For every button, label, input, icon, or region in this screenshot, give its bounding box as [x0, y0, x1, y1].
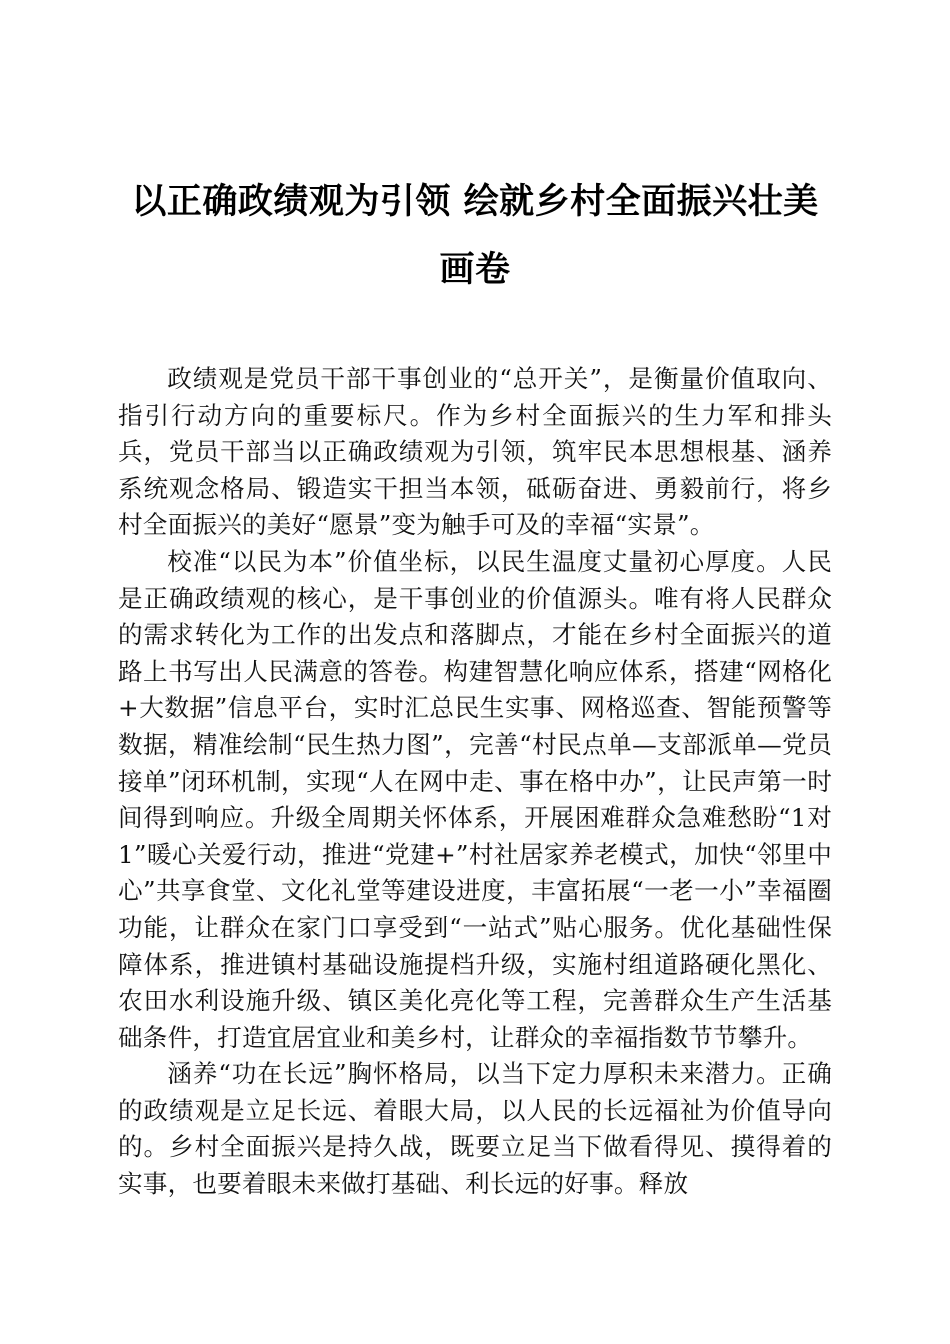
- document-title: 以正确政绩观为引领 绘就乡村全面振兴壮美画卷: [131, 181, 819, 290]
- paragraph-2: 校准“以民为本”价值坐标，以民生温度丈量初心厚度。人民是正确政绩观的核心，是干事创业的价值源头。唯有将人民群众的需求转化为工作的出发点和落脚点，才能在乡村全面振兴的道路上书写出人民满意的答卷。构建智慧化响应体系，搭建“网格化+大数据”信息平台，实时汇总民生实事、网格巡查、智能预警等数据，精准绘制“民生热力图”，完善“村民点单—支部派单—党员接单”闭环机制，实现“人在网中走、事在格中办”，让民声第一时间得到响应。升级全周期关怀体系，开展困难群众急难愁盼“1对1”暖心关爱行动，推进“党建+”村社居家养老模式，加快“邻里中心”共享食堂、文化礼堂等建设进度，丰富拓展“一老一小”幸福圈功能，让群众在家门口享受到“一站式”贴心服务。优化基础性保障体系，推进镇村基础设施提档升级，实施村组道路硬化黑化、农田水利设施升级、镇区美化亮化等工程，完善群众生产生活基础条件，打造宜居宜业和美乡村，让群众的幸福指数节节攀升。: [118, 546, 832, 1052]
- paragraph-1: 政绩观是党员干部干事创业的“总开关”，是衡量价值取向、指引行动方向的重要标尺。作为乡村全面振兴的生力军和排头兵，党员干部当以正确政绩观为引领，筑牢民本思想根基、涵养系统观念格局、锻造实干担当本领，砥砺奋进、勇毅前行，将乡村全面振兴的美好“愿景”变为触手可及的幸福“实景”。: [118, 364, 832, 540]
- paragraph-3: 涵养“功在长远”胸怀格局，以当下定力厚积未来潜力。正确的政绩观是立足长远、着眼大局，以人民的长远福祉为价值导向的。乡村全面振兴是持久战，既要立足当下做看得见、摸得着的实事，也要着眼未来做打基础、利长远的好事。释放: [118, 1059, 832, 1199]
- document-body: [118, 361, 832, 1203]
